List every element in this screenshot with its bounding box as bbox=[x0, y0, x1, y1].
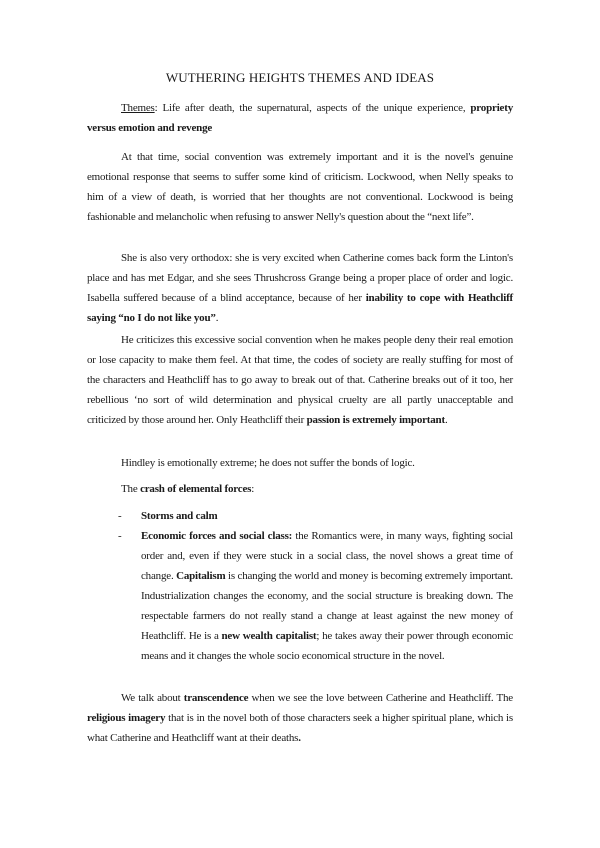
paragraph-orthodox bbox=[87, 248, 513, 328]
list-item-economic-bold: Economic forces and social class: bbox=[141, 530, 293, 542]
p6-text-3: that is in the novel both of those characters seek a higher spiritual plane, which is what Catherine and Heathcliff want at their deaths bbox=[87, 712, 513, 744]
p3-end: . bbox=[444, 414, 448, 426]
document-title: WUTHERING HEIGHTS THEMES AND IDEAS bbox=[165, 70, 435, 85]
elemental-forces-list bbox=[118, 506, 514, 666]
p5-pre: The bbox=[121, 483, 141, 495]
list-item-storms: Storms and calm bbox=[141, 510, 218, 522]
list-item-economic-text-3: ; he takes away their power through economic means and it changes the whole socio economical structure in the novel. bbox=[141, 630, 513, 662]
themes-bold: propriety versus emotion and revenge bbox=[87, 102, 513, 134]
themes-label: Themes bbox=[121, 102, 155, 114]
paragraph-transcendence bbox=[87, 688, 513, 748]
paragraph-elemental-forces bbox=[87, 479, 513, 499]
p2-end: . bbox=[215, 312, 219, 324]
p6-text-1: We talk about bbox=[121, 692, 184, 704]
list-item-capitalism: Capitalism bbox=[176, 570, 226, 582]
list-item-new-wealth: new wealth capitalist bbox=[221, 630, 317, 642]
themes-paragraph bbox=[87, 98, 513, 138]
paragraph-criticizes bbox=[87, 330, 513, 430]
list-item-economic-text-2: is changing the world and money is becoming extremely important. Industrialization changes the economy, and the social structure is breaking down. The respectable farmers do not really stand a change at least against the new money of Heathcliff. He is a bbox=[141, 570, 513, 642]
p3-text: He criticizes this excessive social convention when he makes people deny their real emotion or lose capacity to make them feel. At that time, the codes of society are really stuffing for most of the characters and Heathcliff has to go away to break out of that. Catherine breaks out of it too, her rebellious ‘no sort of wild determination and physical cruelty are all partly unacceptable and criticized by those around her. Only Heathcliff their bbox=[87, 334, 513, 426]
list-item bbox=[118, 506, 513, 526]
p6-transcendence: transcendence bbox=[183, 692, 249, 704]
paragraph-social-convention: At that time, social convention was extremely important and it is the novel's genuine emotional response that seems to suffer some kind of criticism. Lockwood, when Nelly speaks to him of a view of death, is worried that her thoughts are not conventional. Lockwood is being fashionable and melancholic when refusing to answer Nelly's question about the “next life”. bbox=[87, 151, 513, 223]
list-item-economic-text: the Romantics were, in many ways, fighting social order and, even if they were stuck in a social class, the novel shows a great time of change. bbox=[141, 530, 514, 582]
p2-bold: inability to cope with Heathcliff saying “no I do not like you” bbox=[87, 292, 513, 324]
themes-colon: : bbox=[154, 102, 158, 114]
themes-text: Life after death, the supernatural, aspects of the unique experience, bbox=[157, 102, 471, 114]
p6-text-2: when we see the love between Catherine and Heathcliff. The bbox=[248, 692, 513, 704]
p5-end: : bbox=[251, 483, 255, 495]
p5-bold: crash of elemental forces bbox=[140, 483, 252, 495]
p6-end: . bbox=[298, 732, 301, 744]
p3-bold: passion is extremely important bbox=[306, 414, 445, 426]
p2-text: She is also very orthodox: she is very excited when Catherine comes back form the Linton's place and has met Edgar, and she sees Thrushcross Grange being a proper place of order and logic. Isabella suffered because of a blind acceptance, because of her bbox=[87, 252, 513, 304]
list-item bbox=[118, 526, 514, 666]
list-dash: - bbox=[118, 510, 122, 522]
p6-religious-imagery: religious imagery bbox=[87, 712, 166, 724]
paragraph-hindley: Hindley is emotionally extreme; he does not suffer the bonds of logic. bbox=[121, 457, 415, 469]
list-dash: - bbox=[118, 530, 122, 542]
